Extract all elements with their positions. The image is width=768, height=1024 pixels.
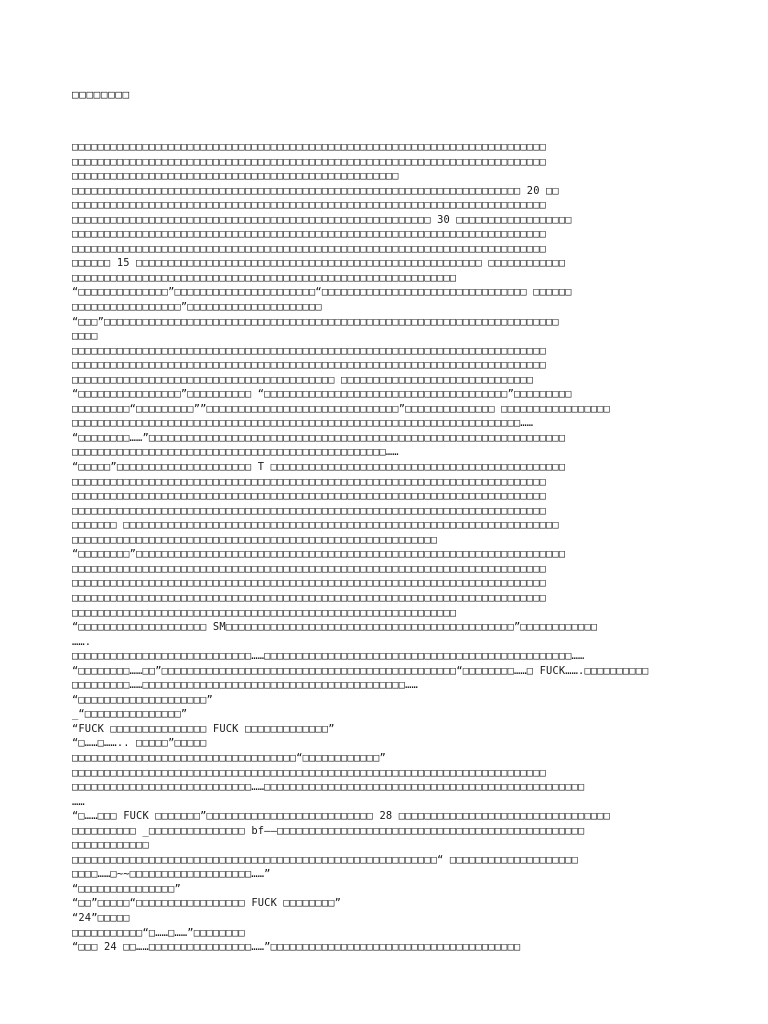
text-line: □□□□□□□□□□□□□□□□□□□□□□□□□□□□□□□□□□□“□□□□□□□□□□□□”: [72, 751, 386, 764]
text-line: “24”□□□□□: [72, 911, 130, 924]
text-line: □□□□□□□□□□□□□□□□□□□□□□□□□□□□□□□□□□□□□□□□□□□□□□□□□□□□□□□□□□□□□□□□□□□□□□□□□□: [72, 475, 547, 488]
text-line: □□□□□□□□□□□□□□□□□□□□□□□□□□□□□□□□□□□□□□□□□□□□□□□□□□□□□□□□□□□□: [72, 606, 457, 619]
text-line: …….: [72, 635, 92, 648]
text-line: “□□□□□”□□□□□□□□□□□□□□□□□□□□□ T □□□□□□□□□□□□□□□□□□□□□□□□□□□□□□□□□□□□□□□□□□□□□□: [72, 461, 566, 474]
text-line: □□□□□□□□□□□□□□□□□□□□□□□□□□□□□□□□□□□□□□□□□□□□□□□□□□□□□□□□□□□□□□□□□□□□□□□□□□: [72, 577, 547, 590]
text-line: □□□□□□□□□□□□□□□□□□□□□□□□□□□□□□□□□□□□□□□□□□□□□□□□□□□□□□□□□□□□□□□□□□□□□□□□□□: [72, 766, 547, 779]
text-line: □□□□□□ 15 □□□□□□□□□□□□□□□□□□□□□□□□□□□□□□□□□□□□□□□□□□□□□□□□□□□□□□ □□□□□□□□□□□□: [72, 257, 566, 270]
text-line: “□□□□□□□□□□□□□□”□□□□□□□□□□□□□□□□□□□□□□“□□□□□□□□□□□□□□□□□□□□□□□□□□□□□□□□ □□□□□□: [72, 286, 572, 299]
text-line: □□□□□□□□□□□□□□□□□□□□□□□□□□□□□□□□□□□□□□□□□□□□□□□□□□□□□□□□□□□□: [72, 271, 457, 284]
text-line: □□□□□□□□□□□□□□□□□□□□□□□□□□□□□□□□□□□□□□□□□□□□□□□□□□□□□□□□□□□□□□□□□□□□□□□□□□: [72, 199, 547, 212]
text-line: □□□□□□□□□□□□□□□□□□□□□□□□□□□□□□□□□□□□□□□□□□□□□□□□□□□□□□□□□□□□□□□□□□□□□□ 20 □□: [72, 184, 559, 197]
text-line: □□□□……□~~□□□□□□□□□□□□□□□□□□□……”: [72, 868, 271, 881]
text-line: □□□□□□□□□□□□□□□□□□□□□□□□□□□□□□□□□□□□□□□□□□□□□□□□□□□□□□□□□□□□□□□□□□□□□□□□□□: [72, 242, 547, 255]
text-line: □□□□□□□□□□□□□□□□□□□□□□□□□□□□□□□□□□□□□□□□□□□□□□□□□□□□□□□□□□□□□□□□□□□□□□□□□□: [72, 344, 547, 357]
text-line: “□□□□□□□□□□□□□□□□□□□□”: [72, 693, 213, 706]
text-line: □□□□□□□□□□□□□□□□□□□□□□□□□□□□□□□□□□□□□□□□□□□□□□□□□□□□□□□□□□□□□□□□□□□□□□□□□□: [72, 490, 547, 503]
text-line: □□□□□□□□□□□□□□□□□□□□□□□□□□□□□□□□□□□□□□□□□□□□□□□□□……: [72, 446, 399, 459]
text-line: □□□□□□□□□□□□□□□□□”□□□□□□□□□□□□□□□□□□□□□: [72, 301, 322, 314]
text-line: □□□□□□□□□□□□: [72, 839, 149, 852]
text-line: “□□□□□□□□□□□□□□□□□□□□ SM□□□□□□□□□□□□□□□□□□□□□□□□□□□□□□□□□□□□□□□□□□□□□”□□□□□□□□□□□□: [72, 621, 598, 634]
text-line: “□□”□□□□□“□□□□□□□□□□□□□□□□□ FUCK □□□□□□□□”: [72, 897, 342, 910]
text-line: □□□□□□□□□□□□□□□□□□□□□□□□□□□□□□□□□□□□□□□□□□□□□□□□□□□: [72, 170, 399, 183]
document-body: [72, 140, 712, 955]
text-line: □□□□: [72, 330, 98, 343]
text-line: □□□□□□□□□□□□□□□□□□□□□□□□□□□□□□□□□□□□□□□□□□□□□□□□□□□□□□□□□□□□□□□□□□□□□□□□□□: [72, 562, 547, 575]
text-line: □□□□□□□□□“□□□□□□□□□””□□□□□□□□□□□□□□□□□□□□□□□□□□□□□□”□□□□□□□□□□□□□□ □□□□□□□□□□□□□□□□□: [72, 402, 611, 415]
text-line: □□□□□□□□□□□□□□□□□□□□□□□□□□□□……□□□□□□□□□□□□□□□□□□□□□□□□□□□□□□□□□□□□□□□□□□□□□□□□□□: [72, 781, 585, 794]
text-line: □□□□□□□□□□□□□□□□□□□□□□□□□□□□□□□□□□□□□□□□□□□□□□□□□□□□□□□□□□□□□□□□□□□□□□……: [72, 417, 534, 430]
text-line: □□□□□□□□□□□□□□□□□□□□□□□□□□□□□□□□□□□□□□□□□□□□□□□□□□□□□□□□□□□□□□□□□□□□□□□□□□: [72, 504, 547, 517]
text-line: “□□□□□□□□□□□□□□□□”□□□□□□□□□□ “□□□□□□□□□□□□□□□□□□□□□□□□□□□□□□□□□□□□□□”□□□□□□□□□: [72, 388, 572, 401]
text-line: □□□□□□□□□□□□□□□□□□□□□□□□□□□□□□□□□□□□□□□□□□□□□□□□□□□□□□□□□□□□□□□□□□□□□□□□□□: [72, 359, 547, 372]
text-line: □□□□□□□□□□□□□□□□□□□□□□□□□□□□□□□□□□□□□□□□□□□□□□□□□□□□□□□□□□□□□□□□□□□□□□□□□□: [72, 591, 547, 604]
text-line: “FUCK □□□□□□□□□□□□□□□ FUCK □□□□□□□□□□□□□”: [72, 722, 335, 735]
text-line: _“□□□□□□□□□□□□□□□”: [72, 708, 188, 721]
text-line: □□□□□□□□□□□□□□□□□□□□□□□□□□□□□□□□□□□□□□□□□□□□□□□□□□□□□□□□□“ □□□□□□□□□□□□□□□□□□□□: [72, 853, 579, 866]
text-line: “□□□□□□□□”□□□□□□□□□□□□□□□□□□□□□□□□□□□□□□□□□□□□□□□□□□□□□□□□□□□□□□□□□□□□□□□□□□□: [72, 548, 566, 561]
text-line: □□□□□□□ □□□□□□□□□□□□□□□□□□□□□□□□□□□□□□□□□□□□□□□□□□□□□□□□□□□□□□□□□□□□□□□□□□□□: [72, 519, 559, 532]
text-line: □□□□□□□□□……□□□□□□□□□□□□□□□□□□□□□□□□□□□□□□□□□□□□□□□□□……: [72, 679, 418, 692]
text-line: □□□□□□□□□□□□□□□□□□□□□□□□□□□□□□□□□□□□□□□□□□□□□□□□□□□□□□□□□□□□□□□□□□□□□□□□□□: [72, 141, 547, 153]
text-line: “□□□ 24 □□……□□□□□□□□□□□□□□□□……”□□□□□□□□□□□□□□□□□□□□□□□□□□□□□□□□□□□□□□□: [72, 941, 521, 954]
text-line: □□□□□□□□□□ _□□□□□□□□□□□□□□□ bf——□□□□□□□□□□□□□□□□□□□□□□□□□□□□□□□□□□□□□□□□□□□□□□□□: [72, 824, 585, 837]
text-line: “□□□□□□□□……”□□□□□□□□□□□□□□□□□□□□□□□□□□□□□□□□□□□□□□□□□□□□□□□□□□□□□□□□□□□□□□□□□: [72, 431, 566, 444]
text-line: “□□□□□□□□……□□”□□□□□□□□□□□□□□□□□□□□□□□□□□□□□□□□□□□□□□□□□□□□□□“□□□□□□□□……□ FUCK…….□□□□□□□□□□: [72, 664, 649, 677]
text-line: “□□□”□□□□□□□□□□□□□□□□□□□□□□□□□□□□□□□□□□□□□□□□□□□□□□□□□□□□□□□□□□□□□□□□□□□□□□□: [72, 315, 559, 328]
text-line: “□……□□□ FUCK □□□□□□□”□□□□□□□□□□□□□□□□□□□□□□□□□□ 28 □□□□□□□□□□□□□□□□□□□□□□□□□□□□□□□□□: [72, 810, 611, 823]
document-page: [72, 88, 712, 955]
text-line: □□□□□□□□□□□□□□□□□□□□□□□□□□□□□□□□□□□□□□□□□□□□□□□□□□□□□□□□ 30 □□□□□□□□□□□□□□□□□□: [72, 213, 572, 226]
document-title: □□□□□□□□: [72, 88, 130, 101]
text-line: ……: [72, 795, 85, 808]
text-line: □□□□□□□□□□□□□□□□□□□□□□□□□□□□□□□□□□□□□□□□□□□□□□□□□□□□□□□□□□□□□□□□□□□□□□□□□□: [72, 155, 547, 168]
text-line: □□□□□□□□□□□□□□□□□□□□□□□□□□□□□□□□□□□□□□□□□ □□□□□□□□□□□□□□□□□□□□□□□□□□□□□□: [72, 373, 534, 386]
text-line: □□□□□□□□□□□“□……□……”□□□□□□□□: [72, 926, 245, 939]
text-line: “□……□…….. □□□□□”□□□□□: [72, 737, 207, 750]
text-line: □□□□□□□□□□□□□□□□□□□□□□□□□□□□……□□□□□□□□□□□□□□□□□□□□□□□□□□□□□□□□□□□□□□□□□□□□□□□□……: [72, 650, 585, 663]
text-line: “□□□□□□□□□□□□□□□”: [72, 882, 181, 895]
text-line: □□□□□□□□□□□□□□□□□□□□□□□□□□□□□□□□□□□□□□□□□□□□□□□□□□□□□□□□□□□□□□□□□□□□□□□□□□: [72, 228, 547, 241]
text-line: □□□□□□□□□□□□□□□□□□□□□□□□□□□□□□□□□□□□□□□□□□□□□□□□□□□□□□□□□: [72, 533, 438, 546]
